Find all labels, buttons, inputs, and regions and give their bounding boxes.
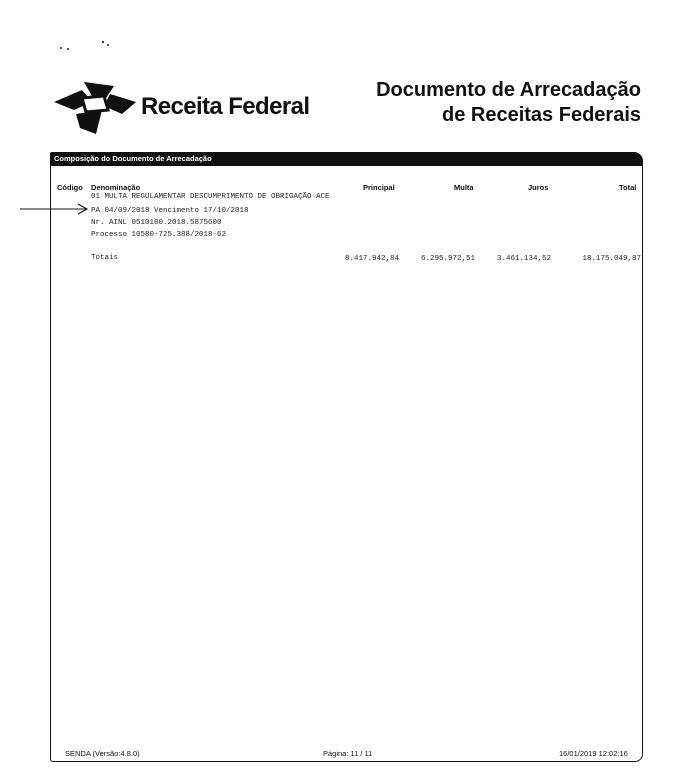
col-header-principal: Principal <box>363 183 395 192</box>
composition-panel <box>50 152 643 762</box>
scan-specks <box>58 40 118 52</box>
footer-page: Página: 11 / 11 <box>323 749 373 758</box>
receita-federal-logo-icon <box>52 80 138 136</box>
brand-name: Receita Federal <box>141 93 310 120</box>
document-title-line2: de Receitas Federais <box>442 104 641 126</box>
description-line: 01 MULTA REGULAMENTAR DESCUMPRIMENTO DE OBRIGAÇÃO ACE <box>91 193 330 201</box>
description-line: Nr. AINL 0510100.2018.5875600 <box>91 219 222 227</box>
totals-juros: 3.461.134,52 <box>496 255 551 263</box>
totals-total: 18.175.049,87 <box>582 255 641 263</box>
col-header-juros: Juros <box>528 183 549 192</box>
document-title <box>376 78 641 128</box>
col-header-denominacao: Denominação <box>91 183 141 192</box>
description-line: Processo 10580-725.388/2018-62 <box>91 231 227 239</box>
totals-label: Totais <box>91 254 119 262</box>
footer-timestamp: 16/01/2019 12:02:16 <box>559 749 628 758</box>
totals-principal: 8.417.942,84 <box>344 255 399 263</box>
col-header-multa: Multa <box>454 183 474 192</box>
document-title-line1: Documento de Arrecadação <box>376 79 641 101</box>
footer-version: SENDA (Versão:4.8.0) <box>65 749 140 758</box>
totals-multa: 6.295.972,51 <box>420 255 475 263</box>
col-header-codigo: Código <box>57 183 83 192</box>
description-line: PA 04/09/2018 Vencimento 17/10/2018 <box>91 207 249 215</box>
col-header-total: Total <box>619 183 637 192</box>
panel-header: Composição do Documento de Arrecadação <box>50 152 643 166</box>
